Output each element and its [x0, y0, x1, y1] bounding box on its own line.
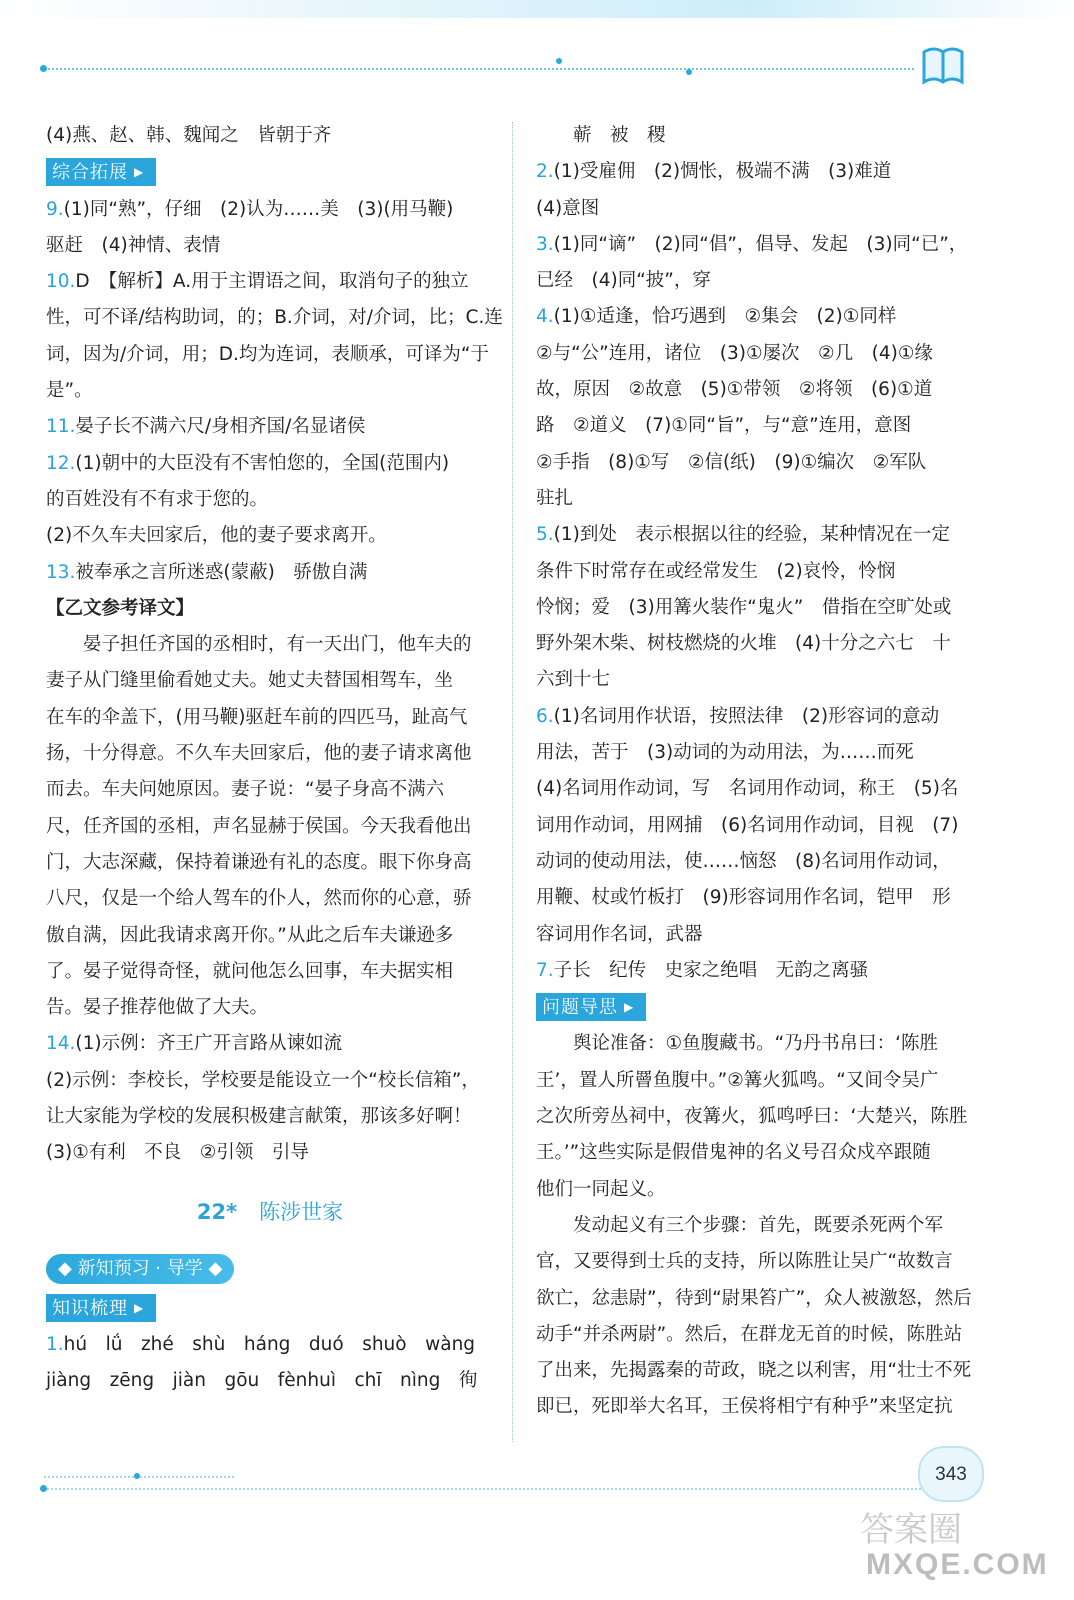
item-text: (1)到处 表示根据以往的经验，某种情况在一定 [553, 524, 950, 546]
right-column [536, 118, 986, 1426]
section-tag-label: 综合拓展 [52, 162, 128, 184]
footer-dotted-rule [44, 1488, 924, 1490]
item-number: 9. [46, 198, 64, 220]
answer-item [536, 699, 986, 735]
item-number: 6. [536, 705, 554, 727]
text-line: 容词用作名词，武器 [536, 923, 703, 945]
chapter-name: 陈涉世家 [259, 1199, 344, 1224]
answer-item [536, 953, 986, 989]
text-line: 已经 (4)同“披”，穿 [536, 270, 711, 292]
text-line: 了出来，先揭露秦的苛政，晓之以利害，用“壮士不死 [536, 1360, 972, 1382]
item-number: 2. [536, 161, 554, 183]
text-line: 妻子从门缝里偷看她丈夫。她丈夫替国相驾车，坐 [46, 670, 454, 692]
text-line: 告。晏子推荐他做了大夫。 [46, 997, 269, 1019]
text-line: 蕲 被 稷 [536, 125, 666, 146]
section-tag [536, 993, 646, 1021]
text-line: ②手指 (8)①写 ②信(纸) (9)①编次 ②军队 [536, 451, 927, 473]
section-tag [46, 158, 156, 186]
text-line: 用法，苦于 (3)动词的为动用法，为……而死 [536, 742, 914, 764]
text-line: ②与“公”连用，诸位 (3)①屡次 ②几 (4)①缘 [536, 342, 933, 364]
item-number: 4. [536, 306, 554, 328]
item-number: 14. [46, 1033, 76, 1055]
header-band [0, 0, 1074, 18]
item-text: (1)①适逢，恰巧遇到 ②集会 (2)①同样 [553, 306, 897, 328]
text-line: 王。’”这些实际是假借鬼神的名义号召众戍卒跟随 [536, 1142, 931, 1164]
text-line: 的百姓没有不有求于您的。 [46, 488, 269, 510]
text-line: 让大家能为学校的发展积极建言献策，那该多好啊！ [46, 1106, 472, 1128]
item-text: 被奉承之言所迷惑(蒙蔽) 骄傲自满 [75, 561, 368, 583]
answer-item [46, 409, 494, 445]
triangle-right-icon: ▶ [134, 165, 145, 180]
text-line: 门，大志深藏，保持着谦逊有礼的态度。眼下你身高 [46, 851, 472, 873]
text-line: 性，可不译/结构助词，的；B.介词，对/介词，比；C.连 [46, 307, 503, 329]
text-line: 欲亡，忿恚尉”，待到“尉果笞广”，众人被激怒，然后 [536, 1287, 972, 1309]
text-line: 他们一同起义。 [536, 1178, 666, 1200]
item-number: 7. [536, 959, 554, 981]
text-line: 在车的伞盖下，(用马鞭)驱赶车前的四匹马，趾高气 [46, 706, 468, 728]
triangle-right-icon: ▶ [624, 1000, 635, 1015]
text-line: 六到十七 [536, 669, 611, 691]
text-line: 词，因为/介词，用；D.均为连词，表顺承，可译为“于 [46, 343, 489, 365]
header-dot [686, 69, 692, 75]
item-number: 5. [536, 524, 554, 546]
section-heading [46, 154, 494, 191]
text-line: 驻扎 [536, 487, 574, 509]
item-text: (1)同“谪” (2)同“倡”，倡导、发起 (3)同“已”， [553, 233, 968, 255]
item-number: 1. [46, 1333, 64, 1355]
answer-item [536, 299, 986, 335]
answer-item [46, 446, 494, 482]
text-line: 路 ②道义 (7)①同“旨”，与“意”连用，意图 [536, 415, 912, 437]
subheading: 【乙文参考译文】 [46, 597, 195, 619]
item-text: 晏子长不满六尺/身相齐国/名显诸侯 [75, 416, 366, 438]
text-line: 是”。 [46, 380, 93, 402]
item-text: (1)示例：齐王广开言路从谏如流 [75, 1033, 343, 1055]
text-line: 用鞭、杖或竹板打 (9)形容词用作名词，铠甲 形 [536, 887, 951, 909]
item-text: D 【解析】A.用于主谓语之间，取消句子的独立 [75, 271, 469, 293]
text-line: 之次所旁丛祠中，夜篝火，狐鸣呼曰：‘大楚兴，陈胜 [536, 1106, 968, 1128]
text-line: 条件下时常存在或经常发生 (2)哀怜，怜悯 [536, 560, 896, 582]
item-text: (1)朝中的大臣没有不害怕您的，全国(范围内) [75, 452, 450, 474]
text-line: 了。晏子觉得奇怪，就问他怎么回事，车夫据实相 [46, 960, 454, 982]
text-line: 傲自满，因此我请求离开你。”从此之后车夫谦逊多 [46, 924, 454, 946]
text-line: 官，又要得到士兵的支持，所以陈胜让吴广“故数言 [536, 1251, 953, 1273]
text-line: 怜悯；爱 (3)用篝火装作“鬼火” 借指在空旷处或 [536, 596, 952, 618]
text-line: 野外架木柴、树枝燃烧的火堆 (4)十分之六七 十 [536, 633, 951, 655]
text-line: 扬，十分得意。不久车夫回家后，他的妻子请求离他 [46, 743, 472, 765]
column-divider [512, 122, 513, 1442]
chapter-number: 22* [196, 1199, 238, 1224]
section-heading [536, 989, 986, 1026]
page-number-badge [918, 1446, 984, 1502]
section-tag [46, 1294, 156, 1322]
answer-item [46, 555, 494, 591]
preview-pill: ◆ 新知预习 · 导学 ◆ [46, 1254, 234, 1284]
text-line: 发动起义有三个步骤：首先，既要杀死两个军 [573, 1214, 944, 1236]
item-text: (1)同“熟”，仔细 (2)认为……美 (3)(用马鞭) [63, 198, 454, 220]
item-number: 12. [46, 452, 76, 474]
text-line: 尺，任齐国的丞相，声名显赫于侯国。今天我看他出 [46, 815, 472, 837]
footer-dot [40, 1485, 47, 1492]
text-line: (2)不久车夫回家后，他的妻子要求离开。 [46, 525, 387, 547]
text-line: 动词的使动用法，使……恼怒 (8)名词用作动词， [536, 850, 951, 872]
item-text: hú lǘ zhé shù háng duó shuò wàng [63, 1333, 476, 1355]
text-line: 动手“并杀两尉”。然后，在群龙无首的时候，陈胜站 [536, 1323, 963, 1345]
answer-item [536, 517, 986, 553]
text-line: (4)名词用作动词，写 名词用作动词，称王 (5)名 [536, 778, 959, 800]
item-text: (1)名词用作状语，按照法律 (2)形容词的意动 [553, 705, 940, 727]
text-line: 词用作动词，用网捕 (6)名词用作动词，目视 (7) [536, 814, 959, 836]
text-line: 驱赶 (4)神情、表情 [46, 234, 221, 256]
item-text: 子长 纪传 史家之绝唱 无韵之离骚 [553, 959, 869, 981]
text-line: (3)①有利 不良 ②引领 引导 [46, 1142, 309, 1164]
text-line: 晏子担任齐国的丞相时，有一天出门，他车夫的 [83, 634, 472, 656]
answer-item [46, 192, 494, 228]
answer-item [536, 227, 986, 263]
section-heading [46, 1290, 494, 1327]
text-line: (2)示例：李校长，学校要是能设立一个“校长信箱”， [46, 1069, 480, 1091]
text-line: 而去。车夫问她原因。妻子说：“晏子身高不满六 [46, 779, 445, 801]
footer-dot [134, 1473, 140, 1479]
text-line: (4)燕、赵、韩、魏闻之 皆朝于齐 [46, 125, 332, 146]
section-tag-label: 问题导思 [542, 997, 618, 1019]
left-column [46, 118, 503, 1400]
text-line: 舆论准备：①鱼腹藏书。“乃丹书帛曰：‘陈胜 [573, 1033, 939, 1055]
chapter-title [46, 1194, 494, 1230]
watermark-logo: 答案圈 [860, 1510, 962, 1550]
item-number: 3. [536, 233, 554, 255]
answer-item [46, 1327, 494, 1363]
text-line: jiàng zēng jiàn gōu fènhuì chī nìng 徇 [46, 1370, 478, 1392]
answer-item [536, 154, 986, 190]
text-line: 即已，死即举大名耳，王侯将相宁有种乎”来坚定抗 [536, 1396, 953, 1418]
open-book-icon [920, 42, 966, 88]
header-dotted-rule [44, 68, 914, 70]
item-number: 10. [46, 271, 76, 293]
text-line: (4)意图 [536, 197, 600, 219]
watermark-url: MXQE.COM [866, 1548, 1049, 1581]
preview-banner [46, 1248, 494, 1290]
page-number: 343 [935, 1464, 967, 1485]
text-line: 故，原因 ②故意 (5)①带领 ②将领 (6)①道 [536, 379, 933, 401]
item-number: 11. [46, 416, 76, 438]
answer-item [46, 264, 494, 300]
header-dot [40, 65, 47, 72]
answer-item [46, 1026, 494, 1062]
text-line: 八尺，仅是一个给人驾车的仆人，然而你的心意，骄 [46, 888, 472, 910]
triangle-right-icon: ▶ [134, 1300, 145, 1315]
header-dot [556, 58, 562, 64]
item-text: (1)受雇佣 (2)惆怅，极端不满 (3)难道 [553, 161, 892, 183]
text-line: 王’，置人所罾鱼腹中。”②篝火狐鸣。“又间令吴广 [536, 1069, 939, 1091]
item-number: 13. [46, 561, 76, 583]
section-tag-label: 知识梳理 [52, 1297, 128, 1319]
